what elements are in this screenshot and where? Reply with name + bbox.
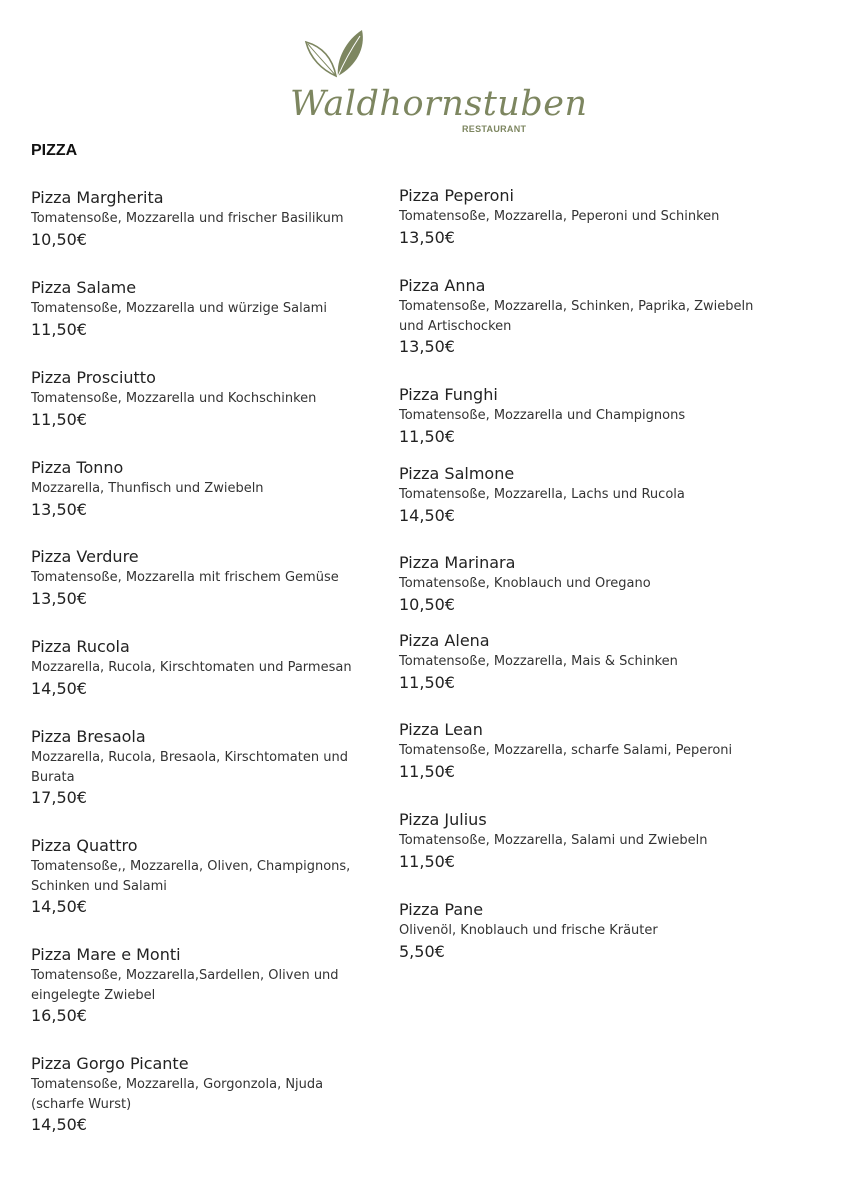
- item-name: Pizza Verdure: [31, 547, 139, 566]
- item-price: 14,50€: [31, 678, 87, 698]
- item-description: Tomatensoße, Mozzarella und frischer Basilikum: [31, 211, 344, 226]
- menu-item: [31, 1054, 376, 1136]
- menu-item: [31, 836, 376, 918]
- menu-item: [399, 385, 779, 448]
- item-name: Pizza Mare e Monti: [31, 945, 181, 964]
- item-name: Pizza Salmone: [399, 464, 515, 483]
- item-description: Tomatensoße, Mozzarella, Peperoni und Schinken: [399, 209, 720, 224]
- item-name: Pizza Marinara: [399, 553, 516, 572]
- item-price: 11,50€: [31, 319, 87, 339]
- menu-item: [399, 631, 779, 694]
- menu-item: [399, 186, 779, 249]
- item-description: Tomatensoße, Mozzarella mit frischem Gemüse: [31, 570, 339, 585]
- restaurant-subtitle: RESTAURANT: [462, 124, 527, 134]
- item-price: 5,50€: [399, 941, 445, 961]
- item-price: 10,50€: [31, 229, 87, 249]
- item-description: Tomatensoße, Mozzarella, Salami und Zwiebeln: [399, 833, 708, 848]
- item-price: 16,50€: [31, 1006, 87, 1025]
- item-description: Tomatensoße,, Mozzarella, Oliven, Champignons, Schinken und Salami: [31, 859, 351, 894]
- item-price: 11,50€: [31, 409, 87, 429]
- item-name: Pizza Lean: [399, 720, 483, 739]
- item-description: Tomatensoße, Mozzarella, Gorgonzola, Njuda (scharfe Wurst): [31, 1077, 324, 1112]
- item-price: 14,50€: [31, 897, 87, 916]
- item-description: Tomatensoße, Mozzarella, scharfe Salami, Peperoni: [399, 743, 733, 758]
- item-price: 17,50€: [31, 788, 87, 807]
- item-price: 11,50€: [399, 761, 455, 781]
- restaurant-logo: [286, 26, 588, 138]
- item-name: Pizza Prosciutto: [31, 368, 156, 387]
- menu-item: [31, 945, 376, 1027]
- item-description: Olivenöl, Knoblauch und frische Kräuter: [399, 923, 658, 938]
- item-description: Mozzarella, Rucola, Bresaola, Kirschtomaten und Burata: [31, 750, 348, 785]
- item-name: Pizza Salame: [31, 278, 137, 297]
- item-name: Pizza Alena: [399, 631, 490, 650]
- item-description: Tomatensoße, Mozzarella,Sardellen, Oliven und eingelegte Zwiebel: [31, 968, 339, 1003]
- item-description: Mozzarella, Rucola, Kirschtomaten und Parmesan: [31, 660, 352, 675]
- item-description: Tomatensoße, Mozzarella und Kochschinken: [31, 391, 317, 406]
- item-name: Pizza Quattro: [31, 836, 138, 855]
- item-description: Tomatensoße, Mozzarella und würzige Salami: [31, 301, 327, 316]
- item-name: Pizza Anna: [399, 276, 486, 295]
- menu-item: [31, 547, 376, 610]
- item-price: 13,50€: [31, 499, 87, 519]
- item-description: Tomatensoße, Knoblauch und Oregano: [399, 576, 651, 591]
- item-price: 14,50€: [399, 505, 455, 525]
- item-description: Tomatensoße, Mozzarella, Lachs und Rucola: [399, 487, 685, 502]
- item-name: Pizza Gorgo Picante: [31, 1054, 189, 1073]
- item-name: Pizza Pane: [399, 900, 484, 919]
- item-price: 13,50€: [31, 588, 87, 608]
- menu-item: [399, 720, 779, 783]
- item-name: Pizza Margherita: [31, 188, 164, 207]
- item-name: Pizza Funghi: [399, 385, 498, 404]
- menu-item: [399, 553, 779, 616]
- menu-item: [399, 464, 779, 527]
- item-description: Tomatensoße, Mozzarella, Mais & Schinken: [399, 654, 678, 669]
- menu-item: [31, 188, 376, 251]
- item-name: Pizza Rucola: [31, 637, 130, 656]
- item-name: Pizza Peperoni: [399, 186, 514, 205]
- item-price: 11,50€: [399, 851, 455, 871]
- menu-item: [31, 727, 376, 809]
- menu-item: [31, 458, 376, 521]
- menu-item: [31, 637, 376, 700]
- item-description: Tomatensoße, Mozzarella, Schinken, Paprika, Zwiebeln und Artischocken: [399, 299, 754, 334]
- menu-item: [399, 900, 779, 963]
- item-price: 11,50€: [399, 672, 455, 692]
- menu-item: [31, 368, 376, 431]
- menu-item: [399, 276, 779, 358]
- item-price: 13,50€: [399, 227, 455, 247]
- item-price: 10,50€: [399, 594, 455, 614]
- item-name: Pizza Julius: [399, 810, 487, 829]
- item-name: Pizza Tonno: [31, 458, 124, 477]
- item-name: Pizza Bresaola: [31, 727, 146, 746]
- item-price: 14,50€: [31, 1115, 87, 1134]
- menu-item: [31, 278, 376, 341]
- section-title: PIZZA: [31, 142, 78, 159]
- leaf-icon: [302, 26, 372, 80]
- menu-item: [399, 810, 779, 873]
- item-description: Mozzarella, Thunfisch und Zwiebeln: [31, 481, 264, 496]
- item-price: 13,50€: [399, 337, 455, 356]
- item-price: 11,50€: [399, 426, 455, 446]
- item-description: Tomatensoße, Mozzarella und Champignons: [399, 408, 686, 423]
- restaurant-name: Waldhornstuben: [290, 84, 588, 124]
